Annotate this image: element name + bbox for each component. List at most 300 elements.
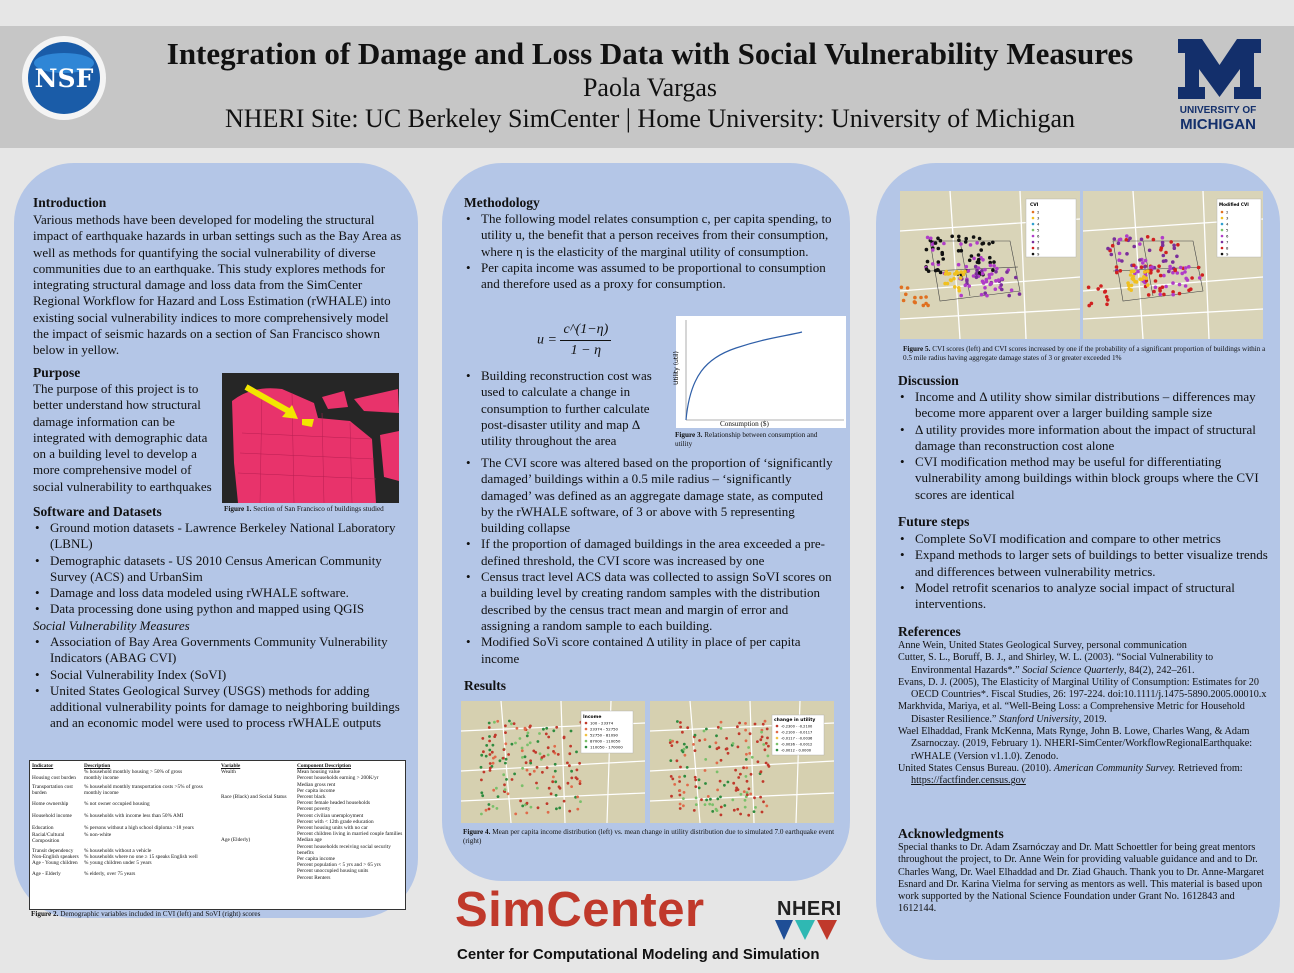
list-item: • The CVI score was altered based on the proportion of ‘significantly damaged’ buildings within a 0.5 mile radius – ‘significantly damaged’ was defined as an aggregate damage state, as computed by the rWHALE software, of 3 or above with 5 representing building collapse: [464, 455, 836, 536]
map-point: [552, 750, 555, 753]
svm-list: [33, 634, 403, 732]
map-point: [502, 773, 505, 776]
map-point: [694, 779, 697, 782]
map-point: [762, 723, 765, 726]
software-list: [33, 520, 403, 618]
map-point: [926, 236, 930, 240]
map-point: [576, 796, 579, 799]
map-point: [488, 740, 491, 743]
income-map: [461, 701, 645, 823]
map-point: [1106, 247, 1110, 251]
map-point: [745, 753, 748, 756]
map-point: [904, 293, 908, 297]
legend-marker: [1032, 235, 1035, 238]
map-point: [764, 748, 767, 751]
map-point: [1087, 304, 1091, 308]
table-row: Education % persons without a high school diploma >18 years: [32, 825, 194, 832]
map-point: [482, 750, 485, 753]
map-point: [972, 235, 976, 239]
map-point: [725, 737, 728, 740]
map-point: [717, 746, 720, 749]
map-point: [698, 787, 701, 790]
map-point: [547, 811, 550, 814]
map-point: [708, 745, 711, 748]
table-row: Percent Renters: [297, 874, 331, 881]
table-row: Non-English speakers % households where no one ≥ 15 speaks English well: [32, 854, 198, 861]
map-point: [480, 754, 483, 757]
map-point: [740, 793, 743, 796]
map-point: [1162, 274, 1166, 278]
map-point: [488, 749, 491, 752]
map-point: [711, 810, 714, 813]
map-point: [679, 807, 682, 810]
map-point: [555, 726, 558, 729]
map-point: [965, 265, 969, 269]
list-item: • If the proportion of damaged buildings in the area exceeded a pre-defined threshold, the CVI score was increased by one: [464, 536, 836, 569]
legend-marker: [1032, 223, 1035, 226]
map-point: [694, 734, 697, 737]
references-list: [898, 640, 1274, 788]
map-point: [568, 752, 571, 755]
list-item: • United States Geological Survey (USGS) methods for adding additional vulnerability points for damage to neighboring buildings and an economic model were used to process rWHALE outputs: [33, 683, 403, 732]
map-point: [480, 766, 483, 769]
map-point: [481, 794, 484, 797]
map-point: [716, 771, 719, 774]
map-point: [521, 805, 524, 808]
map-point: [746, 780, 749, 783]
table-row: Age - Young children % young children under 5 years: [32, 860, 152, 867]
purpose-title: Purpose: [33, 365, 81, 380]
map-point: [989, 264, 993, 268]
map-point: [679, 803, 682, 806]
results-title: Results: [464, 678, 507, 693]
map-point: [913, 301, 917, 305]
map-point: [1119, 269, 1123, 273]
map-point: [492, 789, 495, 792]
map-point: [489, 769, 492, 772]
reference-item: Evans, D. J. (2005), The Elasticity of Marginal Utility of Consumption: Estimates for 20 OECD Countries*. Fiscal Studies, 26: 197-224. doi:10.1111/j.1475-5890.2005.00010.x: [898, 676, 1267, 701]
map-point: [736, 725, 739, 728]
map-point: [985, 280, 989, 284]
map-point: [987, 242, 991, 246]
map-point: [521, 756, 524, 759]
map-point: [570, 770, 573, 773]
methodology-title: Methodology: [464, 195, 540, 210]
map-point: [679, 721, 682, 724]
map-point: [529, 741, 532, 744]
map-point: [1125, 252, 1129, 256]
map-point: [489, 762, 492, 765]
map-point: [553, 745, 556, 748]
map-point: [704, 769, 707, 772]
list-item: • Ground motion datasets - Lawrence Berkeley National Laboratory (LBNL): [33, 520, 403, 553]
map-point: [919, 296, 923, 300]
map-point: [670, 775, 673, 778]
map-point: [943, 282, 947, 286]
map-point: [497, 795, 500, 798]
discussion-list: [898, 389, 1276, 503]
map-point: [704, 782, 707, 785]
map-point: [555, 794, 558, 797]
legend-marker: [1221, 247, 1224, 250]
map-point: [963, 270, 967, 274]
map-point: [1120, 259, 1124, 263]
map-point: [550, 792, 553, 795]
list-item: • Δ utility provides more information about the impact of structural damage than reconstruction cost alone: [898, 422, 1276, 455]
map-point: [731, 799, 734, 802]
map-point: [1118, 252, 1122, 256]
map-point: [485, 809, 488, 812]
map-point: [538, 732, 541, 735]
map-point: [1146, 269, 1150, 273]
map-point: [940, 251, 944, 255]
legend-label: 7: [1226, 239, 1229, 245]
map-point: [738, 722, 741, 725]
map-point: [735, 789, 738, 792]
map-point: [732, 782, 735, 785]
map-point: [488, 726, 491, 729]
map-point: [765, 805, 768, 808]
map-point: [530, 806, 533, 809]
map-point: [685, 746, 688, 749]
map-point: [1115, 271, 1119, 275]
map-point: [743, 790, 746, 793]
svg-text:-0.0117 - -0.0036: -0.0117 - -0.0036: [781, 736, 813, 741]
map-point: [555, 807, 558, 810]
map-point: [737, 746, 740, 749]
acknowledgments-text: Special thanks to Dr. Adam Zsarnóczay and Dr. Matt Schoettler for being great mentors throughout the project, to Dr. Anne Wein for providing valuable guidance and and to Dr. Charles Wang, Dr. Wael Elhaddad and Dr. Ziad Ghauch. Thank you to Dr. Anne-Margaret Esnard and Dr. Karina Vielma for serving as mentors as well. This material is based upon work supported by the National Science Foundation under Grant No. 1612843 and 1612144.: [898, 842, 1264, 915]
map-point: [567, 782, 570, 785]
map-point: [554, 780, 557, 783]
map-point: [711, 803, 714, 806]
map-point: [926, 260, 930, 264]
author: Paola Vargas: [582, 73, 718, 102]
map-point: [716, 798, 719, 801]
table-row: Percent housing units with no car: [297, 825, 368, 832]
map-point: [570, 730, 573, 733]
map-point: [727, 781, 730, 784]
map-point: [979, 248, 983, 252]
map-point: [902, 299, 906, 303]
list-item: • The following model relates consumption c, per capita spending, to utility u, the benefit that a person receives from their consumption, where η is the elasticity of the marginal utility of consumption.: [464, 211, 834, 260]
legend-marker: [1221, 241, 1224, 244]
map-point: [492, 805, 495, 808]
map-point: [508, 720, 511, 723]
map-point: [762, 743, 765, 746]
map-point: [504, 742, 507, 745]
map-point: [765, 742, 768, 745]
map-point: [682, 804, 685, 807]
table-row: Percent unoccupied housing units: [297, 868, 369, 875]
list-item: • Data processing done using python and mapped using QGIS: [33, 601, 403, 617]
table-row: Percent population < 5 yrs and > 65 yrs: [297, 862, 381, 869]
map-point: [499, 759, 502, 762]
map-point: [483, 771, 486, 774]
map-point: [970, 254, 974, 258]
references-title: References: [898, 624, 961, 639]
map-point: [745, 739, 748, 742]
map-point: [529, 762, 532, 765]
map-point: [950, 235, 954, 239]
map-point: [746, 793, 749, 796]
map-point: [745, 766, 748, 769]
map-point: [767, 764, 770, 767]
map-point: [1154, 279, 1158, 283]
map-point: [704, 738, 707, 741]
map-point: [1138, 258, 1142, 262]
map-point: [695, 803, 698, 806]
introduction-title: Introduction: [33, 195, 107, 210]
map-point: [754, 806, 757, 809]
map-point: [1119, 238, 1123, 242]
legend-label: 4: [1037, 221, 1040, 227]
map-point: [485, 755, 488, 758]
legend-label: 5: [1037, 227, 1040, 233]
table-row: Age (Elderly) Median age: [221, 837, 322, 844]
map-point: [527, 732, 530, 735]
map-point: [1164, 251, 1168, 255]
map-point: [931, 262, 935, 266]
map-point: [551, 780, 554, 783]
map-point: [1201, 273, 1205, 277]
variables-table: [29, 760, 406, 910]
map-point: [576, 808, 579, 811]
modified-cvi-map: [1083, 191, 1263, 339]
map-point: [1150, 265, 1154, 269]
map-point: [1162, 254, 1166, 258]
map-point: [516, 727, 519, 730]
map-point: [698, 739, 701, 742]
map-point: [514, 813, 517, 816]
map-point: [492, 762, 495, 765]
map-point: [759, 771, 762, 774]
figure3-caption: Figure 3. Relationship between consumption and utility: [675, 431, 818, 448]
map-point: [1158, 289, 1162, 293]
legend-marker: [1221, 217, 1224, 220]
methodology-list-bottom: [464, 455, 836, 667]
map-point: [1162, 293, 1166, 297]
svg-text:100 - 23374: 100 - 23374: [590, 720, 614, 726]
map-point: [972, 257, 976, 261]
map-point: [1146, 235, 1150, 239]
map-point: [513, 773, 516, 776]
poster-title: Integration of Damage and Loss Data with Social Vulnerability Measures: [166, 36, 1134, 71]
map-point: [994, 279, 998, 283]
table-row: Per capita income: [297, 856, 335, 863]
map-point: [948, 272, 952, 276]
map-point: [505, 758, 508, 761]
map-point: [744, 722, 747, 725]
map-point: [749, 732, 752, 735]
map-point: [703, 730, 706, 733]
map-point: [723, 784, 726, 787]
map-point: [762, 780, 765, 783]
map-point: [969, 243, 973, 247]
list-item: • Demographic datasets - US 2010 Census American Community Survey (ACS) and UrbanSim: [33, 553, 403, 586]
map-point: [766, 728, 769, 731]
map-point: [900, 286, 904, 290]
table-row: Household income % households with income less than 50% AMI: [32, 813, 184, 820]
table-row: Wealth Mean housing value: [221, 769, 340, 776]
table-row: Housing cost burden monthly income: [32, 775, 119, 782]
legend-marker: [1221, 229, 1224, 232]
map-point: [554, 770, 557, 773]
map-point: [511, 743, 514, 746]
map-point: [579, 782, 582, 785]
map-point: [1162, 259, 1166, 263]
map-point: [1140, 238, 1144, 242]
map-point: [485, 744, 488, 747]
legend-label: 6: [1037, 233, 1040, 239]
map-point: [503, 748, 506, 751]
map-point: [992, 260, 996, 264]
map-point: [552, 729, 555, 732]
map-point: [566, 762, 569, 765]
map-point: [957, 263, 961, 267]
map-point: [526, 802, 529, 805]
map-point: [575, 776, 578, 779]
future-steps-title: Future steps: [898, 514, 970, 529]
map-point: [528, 726, 531, 729]
map-point: [694, 785, 697, 788]
map-point: [684, 754, 687, 757]
map-point: [750, 773, 753, 776]
map-point: [1110, 253, 1114, 257]
table-row: Percent households earning > 200K/yr: [297, 775, 379, 782]
map-point: [977, 253, 981, 257]
table-row: % household monthly housing > 50% of gross: [84, 769, 183, 776]
map-point: [1173, 269, 1177, 273]
map-point: [959, 294, 963, 298]
map-point: [535, 782, 538, 785]
site-line: NHERI Site: UC Berkeley SimCenter | Home University: University of Michigan: [224, 104, 1076, 133]
map-point: [1154, 286, 1158, 290]
list-item: • Expand methods to larger sets of buildings to better visualize trends and differences between vulnerability metrics.: [898, 547, 1276, 580]
map-point: [757, 760, 760, 763]
map-point: [726, 747, 729, 750]
simcenter-wordmark: SimCenter: [455, 883, 705, 937]
svg-text:Modified CVI: Modified CVI: [1219, 202, 1249, 207]
map-point: [1096, 287, 1100, 291]
map-point: [673, 783, 676, 786]
census-link[interactable]: https://factfinder.census.gov: [911, 775, 1026, 787]
map-point: [1190, 276, 1194, 280]
map-point: [1184, 284, 1188, 288]
map-point: [737, 776, 740, 779]
legend-marker: [1032, 229, 1035, 232]
map-point: [1175, 255, 1179, 259]
map-point: [767, 745, 770, 748]
map-point: [502, 757, 505, 760]
table-row: Percent civilian unemployment: [297, 812, 364, 819]
map-point: [1138, 242, 1142, 246]
map-point: [934, 269, 938, 273]
map-point: [514, 742, 517, 745]
map-point: [760, 731, 763, 734]
utility-change-map: [650, 701, 834, 823]
map-point: [1014, 276, 1018, 280]
map-point: [510, 722, 513, 725]
map-point: [1000, 288, 1004, 292]
acknowledgments-title: Acknowledgments: [898, 826, 1004, 841]
map-point: [1147, 293, 1151, 297]
map-point: [481, 737, 484, 740]
map-point: [1171, 293, 1175, 297]
map-point: [519, 800, 522, 803]
map-point: [546, 802, 549, 805]
map-point: [521, 749, 524, 752]
map-point: [975, 272, 979, 276]
map-point: [983, 268, 987, 272]
map-point: [748, 752, 751, 755]
map-point: [762, 800, 765, 803]
map-point: [994, 270, 998, 274]
map-point: [991, 268, 995, 272]
legend-label: 9: [1226, 251, 1229, 257]
svg-text:Income: Income: [583, 715, 602, 720]
map-point: [563, 737, 566, 740]
map-point: [563, 800, 566, 803]
map-point: [526, 744, 529, 747]
map-point: [491, 751, 494, 754]
map-point: [744, 799, 747, 802]
map-point: [548, 787, 551, 790]
map-point: [751, 756, 754, 759]
list-item: • Model retrofit scenarios to analyze social impact of structural interventions.: [898, 580, 1276, 613]
table-row: Home ownership % not owner occupied housing: [32, 801, 150, 808]
map-point: [513, 722, 516, 725]
map-point: [975, 276, 979, 280]
table-row: Transportation cost burden % household monthly transportation costs >5% of gross monthly income: [32, 783, 203, 796]
legend-marker: [1032, 247, 1035, 250]
map-point: [526, 769, 529, 772]
map-point: [766, 737, 769, 740]
map-point: [756, 740, 759, 743]
map-point: [931, 248, 935, 252]
san-francisco-map: [222, 373, 399, 503]
map-point: [739, 813, 742, 816]
map-point: [558, 785, 561, 788]
map-point: [964, 240, 968, 244]
map-point: [676, 720, 679, 723]
map-point: [700, 798, 703, 801]
map-point: [960, 249, 964, 253]
simcenter-logo: [455, 883, 845, 968]
map-point: [1143, 270, 1147, 274]
map-point: [1132, 270, 1136, 274]
map-point: [683, 748, 686, 751]
map-point: [723, 804, 726, 807]
map-point: [682, 797, 685, 800]
map-point: [1142, 275, 1146, 279]
map-point: [547, 746, 550, 749]
map-point: [542, 728, 545, 731]
map-point: [679, 766, 682, 769]
map-point: [1159, 274, 1163, 278]
map-point: [671, 740, 674, 743]
map-point: [1143, 265, 1147, 269]
future-steps-list: [898, 531, 1276, 612]
map-point: [759, 796, 762, 799]
map-point: [957, 235, 961, 239]
map-point: [981, 272, 985, 276]
svg-text:-0.0012 - 0.0000: -0.0012 - 0.0000: [781, 748, 812, 753]
svg-text:change in utility: change in utility: [774, 718, 816, 723]
map-point: [991, 241, 995, 245]
map-point: [1161, 285, 1165, 289]
map-point: [1005, 270, 1009, 274]
map-point: [761, 736, 764, 739]
